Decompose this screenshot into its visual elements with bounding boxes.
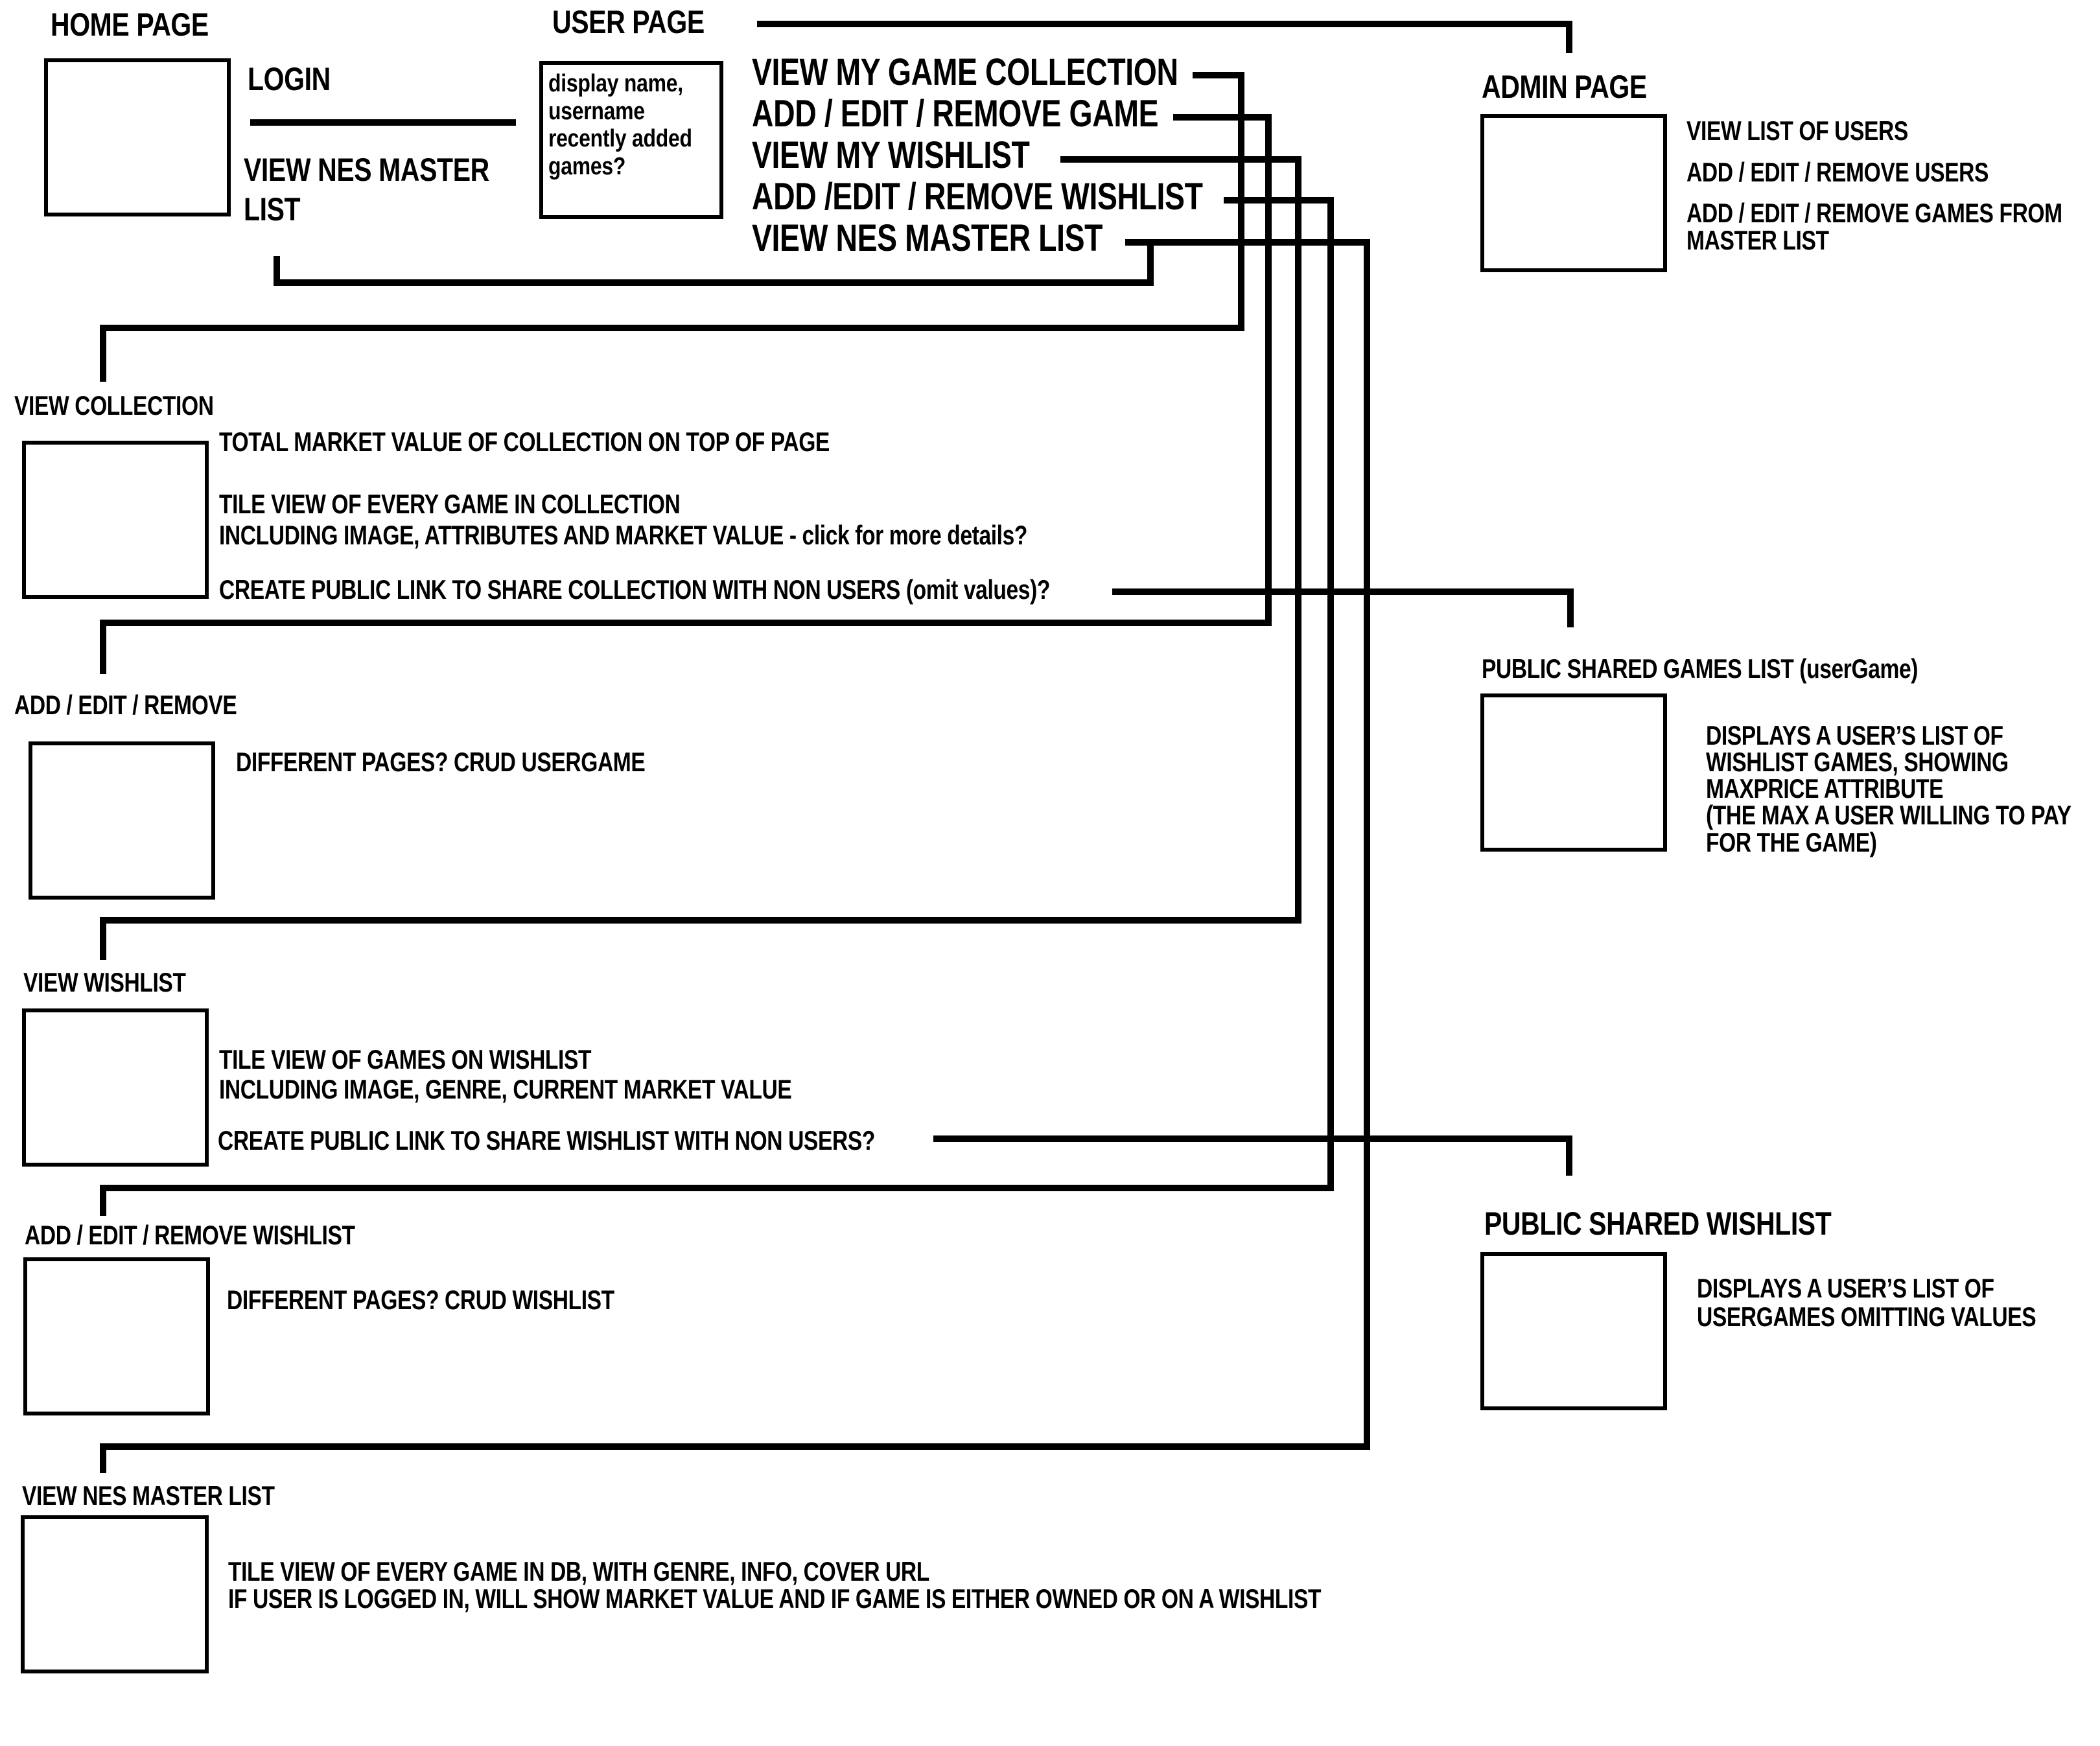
public-wishlist-box: [1480, 1252, 1667, 1410]
view-wishlist-box: [22, 1008, 209, 1167]
connector-public-wishlist: [933, 1135, 1572, 1142]
connector-wishlist: [1060, 156, 1301, 163]
admin-item-view-users[interactable]: VIEW LIST OF USERS: [1686, 115, 1908, 146]
public-games-box: [1480, 693, 1667, 852]
view-collection-box: [22, 441, 209, 599]
collection-tile-view: TILE VIEW OF EVERY GAME IN COLLECTION INCLUDING IMAGE, ATTRIBUTES AND MARKET VALUE - click for more details?: [219, 489, 1028, 551]
admin-page-box: [1480, 114, 1667, 272]
connector-master-list: [1125, 239, 1370, 246]
menu-add-edit-remove-wishlist[interactable]: ADD /EDIT / REMOVE WISHLIST: [752, 176, 1203, 218]
public-games-title: PUBLIC SHARED GAMES LIST (userGame): [1482, 653, 1919, 684]
wishlist-public-link[interactable]: CREATE PUBLIC LINK TO SHARE WISHLIST WITH NON USERS?: [218, 1125, 875, 1156]
menu-view-my-wishlist[interactable]: VIEW MY WISHLIST: [752, 134, 1030, 176]
collection-total-value: TOTAL MARKET VALUE OF COLLECTION ON TOP OF PAGE: [219, 426, 830, 457]
home-login-link[interactable]: LOGIN: [248, 61, 331, 97]
connector-collection: [1193, 72, 1244, 78]
wishlist-tile-view: TILE VIEW OF GAMES ON WISHLIST INCLUDING IMAGE, GENRE, CURRENT MARKET VALUE: [219, 1044, 792, 1105]
view-wishlist-title: VIEW WISHLIST: [23, 967, 186, 997]
home-page-title: HOME PAGE: [51, 6, 209, 43]
public-wishlist-desc: DISPLAYS A USER’S LIST OF USERGAMES OMITTING VALUES: [1697, 1273, 2036, 1333]
menu-view-my-game-collection[interactable]: VIEW MY GAME COLLECTION: [752, 51, 1178, 93]
admin-item-crud-users[interactable]: ADD / EDIT / REMOVE USERS: [1686, 157, 1989, 187]
add-edit-remove-box: [29, 741, 215, 900]
wishlist-crud-title: ADD / EDIT / REMOVE WISHLIST: [25, 1220, 355, 1250]
user-page-title: USER PAGE: [552, 4, 705, 40]
public-games-desc: DISPLAYS A USER’S LIST OF WISHLIST GAMES, SHOWING MAXPRICE ATTRIBUTE (THE MAX A USER WILLING TO PAY FOR THE GAME): [1706, 720, 2071, 857]
public-wishlist-title: PUBLIC SHARED WISHLIST: [1484, 1205, 1832, 1242]
user-box-text: display name, username recently added games?: [548, 70, 692, 180]
connector-public-games: [1112, 588, 1574, 595]
master-list-box: [21, 1515, 209, 1673]
home-view-master-list-link[interactable]: VIEW NES MASTER LIST: [244, 152, 489, 227]
admin-item-crud-master[interactable]: ADD / EDIT / REMOVE GAMES FROM MASTER LIST: [1686, 198, 2062, 255]
admin-page-title: ADMIN PAGE: [1482, 69, 1647, 105]
menu-add-edit-remove-game[interactable]: ADD / EDIT / REMOVE GAME: [752, 93, 1159, 135]
connector-wishlist-crud: [1224, 197, 1334, 204]
add-edit-remove-title: ADD / EDIT / REMOVE: [14, 690, 237, 720]
connector-add-edit-remove: [1173, 114, 1272, 121]
master-list-desc: TILE VIEW OF EVERY GAME IN DB, WITH GENRE, INFO, COVER URL IF USER IS LOGGED IN, WILL SHOW MARKET VALUE AND IF GAME IS EITHER OWNED OR ON A WISHLIST: [228, 1556, 1322, 1614]
collection-public-link[interactable]: CREATE PUBLIC LINK TO SHARE COLLECTION WITH NON USERS (omit values)?: [219, 574, 1051, 605]
view-collection-title: VIEW COLLECTION: [14, 390, 214, 421]
add-edit-remove-desc: DIFFERENT PAGES? CRUD USERGAME: [236, 747, 646, 777]
menu-view-nes-master-list[interactable]: VIEW NES MASTER LIST: [752, 217, 1103, 259]
connector-user-to-admin: [757, 21, 1572, 27]
master-list-title: VIEW NES MASTER LIST: [22, 1480, 275, 1511]
wishlist-crud-desc: DIFFERENT PAGES? CRUD WISHLIST: [227, 1285, 614, 1315]
home-page-box: [44, 58, 231, 216]
connector-home-separator: [250, 119, 516, 126]
wishlist-crud-box: [23, 1257, 210, 1415]
